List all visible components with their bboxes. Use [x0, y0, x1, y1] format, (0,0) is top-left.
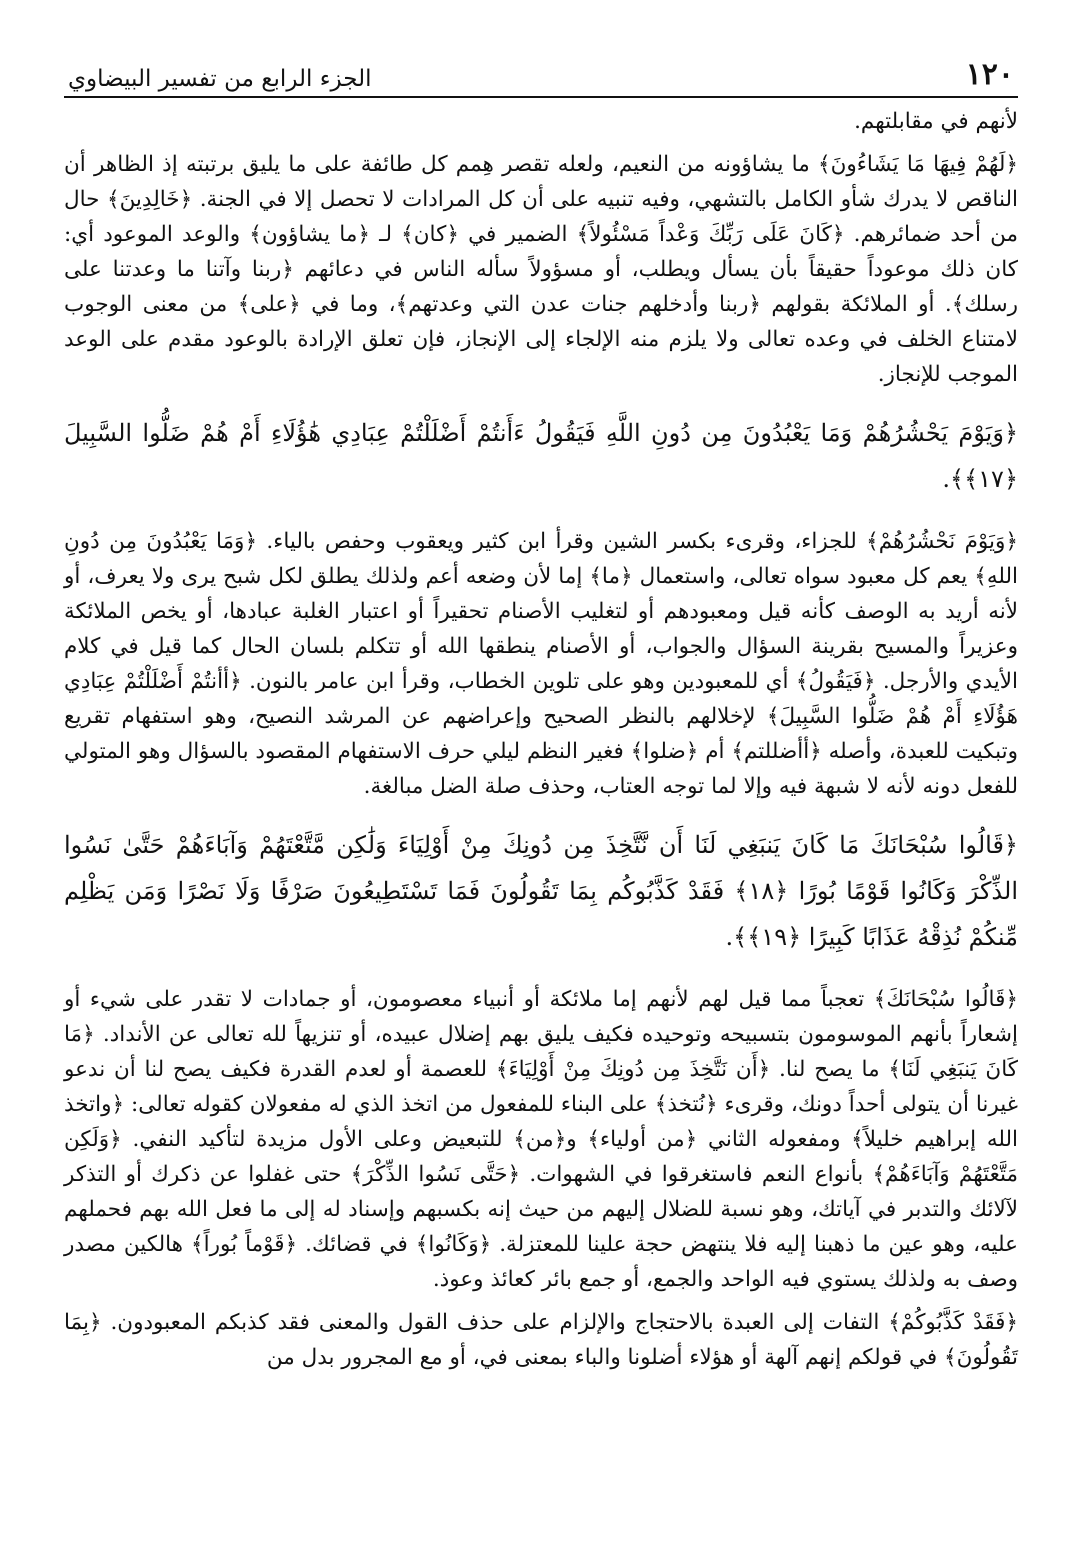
- quran-verse-block: ﴿وَيَوْمَ يَحْشُرُهُمْ وَمَا يَعْبُدُونَ مِن دُونِ اللَّهِ فَيَقُولُ ءَأَنتُمْ أَضْلَلْتُمْ عِبَادِي هَٰؤُلَاءِ أَمْ هُمْ ضَلُّوا السَّبِيلَ ﴿١٧﴾﴾.: [64, 419, 1019, 493]
- commentary-paragraph: ﴿وَيَوْمَ نَحْشُرُهُمْ﴾ للجزاء، وقرىء بكسر الشين وقرأ ابن كثير ويعقوب وحفص بالياء. ﴿وَمَا يَعْبُدُونَ مِن دُونِ اللهِ﴾ يعم كل معبود سواه تعالى، واستعمال ﴿ما﴾ إما لأن وضعه أعم ولذلك يطلق لكل شبح يرى ولا يعرف، أو لأنه أريد به الوصف كأنه قيل ومعبودهم أو لتغليب الأصنام تحقيراً أو اعتبار الغلبة عبادها، أو يخص الملائكة وعزيراً والمسيح بقرينة السؤال والجواب، أو الأصنام ينطقها الله أو تتكلم بلسان الحال كما قيل في كلام الأيدي والأرجل. ﴿فَيَقُولُ﴾ أي للمعبودين وهو على تلوين الخطاب، وقرأ ابن عامر بالنون. ﴿أأنتُمْ أَضْلَلْتُمْ عِبَادِي هَؤُلَاءِ أَمْ هُمْ ضَلُّوا السَّبِيلَ﴾ لإخلالهم بالنظر الصحيح وإعراضهم عن المرشد النصيح، وهو استفهام تقريع وتبكيت للعبدة، وأصله ﴿أأضللتم﴾ أم ﴿ضلوا﴾ فغير النظم ليلي حرف الاستفهام المقصود بالسؤال وهو المتولي للفعل دونه لأنه لا شبهة فيه وإلا لما توجه العتاب، وحذف صلة الضل مبالغة.: [64, 529, 1018, 799]
- commentary-paragraph: ﴿فَقَدْ كَذَّبُوكُمْ﴾ التفات إلى العبدة بالاحتجاج والإلزام على حذف القول والمعنى فقد كذبكم المعبودون. ﴿بِمَا تَقُولُونَ﴾ في قولكم إنهم آلهة أو هؤلاء أضلونا والباء بمعنى في، أو مع المجرور بدل من: [64, 1310, 1018, 1370]
- page-number: ١٢٠: [965, 57, 1014, 92]
- commentary-paragraph: ﴿قَالُوا سُبْحَانَكَ﴾ تعجباً مما قيل لهم لأنهم إما ملائكة أو أنبياء معصومون، أو جمادات لا تقدر على شيء أو إشعاراً بأنهم الموسومون بتسبيحه وتوحيده فكيف يليق بهم إضلال عبيده، أو تنزيهاً لله تعالى عن الأنداد. ﴿مَا كَانَ يَنبَغِي لَنَا﴾ ما يصح لنا. ﴿أَن نَتَّخِذَ مِن دُونِكَ مِنْ أَوْلِيَاءَ﴾ للعصمة أو لعدم القدرة فكيف يصح لنا أن ندعو غيرنا أن يتولى أحداً دونك، وقرىء ﴿نُتخذ﴾ على البناء للمفعول من اتخذ الذي له مفعولان كقوله تعالى: ﴿واتخذ الله إبراهيم خليلاً﴾ ومفعوله الثاني ﴿من أولياء﴾ و﴿من﴾ للتبعيض وعلى الأول مزيدة لتأكيد النفي. ﴿وَلَكِن مَتَّعْتَهُمْ وَآبَاءَهُمْ﴾ بأنواع النعم فاستغرقوا في الشهوات. ﴿حَتَّى نَسُوا الذِّكْرَ﴾ حتى غفلوا عن ذكرك أو التذكر لآلائك والتدبر في آياتك، وهو نسبة للضلال إليهم من حيث إنه بكسبهم وإسناد له إلى ما فعل الله بهم فحملهم عليه، وهو عين ما ذهبنا إليه فلا ينتهض حجة علينا للمعتزلة. ﴿وَكَانُوا﴾ في قضائك. ﴿قَوْماً بُوراً﴾ هالكين مصدر وصف به ولذلك يستوي فيه الواحد والجمع، أو جمع بائر كعائذ وعوذ.: [64, 987, 1018, 1292]
- commentary-paragraph: لأنهم في مقابلتهم.: [854, 109, 1018, 134]
- page-body: [64, 104, 1018, 1375]
- commentary-paragraph: ﴿لَهُمْ فِيهَا مَا يَشَاءُونَ﴾ ما يشاؤونه من النعيم، ولعله تقصر هِمم كل طائفة على ما يليق برتبته إذ الظاهر أن الناقص لا يدرك شأو الكامل بالتشهي، وفيه تنبيه على أن كل المرادات لا تحصل إلا في الجنة. ﴿خَالِدِينَ﴾ حال من أحد ضمائرهم. ﴿كَانَ عَلَى رَبِّكَ وَعْداً مَسْئُولاً﴾ الضمير في ﴿كان﴾ لـ ﴿ما يشاؤون﴾ والوعد الموعود أي: كان ذلك موعوداً حقيقاً بأن يسأل ويطلب، أو مسؤولاً سأله الناس في دعائهم ﴿ربنا وآتنا ما وعدتنا على رسلك﴾. أو الملائكة بقولهم ﴿ربنا وأدخلهم جنات عدن التي وعدتهم﴾، وما في ﴿على﴾ من معنى الوجوب لامتناع الخلف في وعده تعالى ولا يلزم منه الإلجاء إلى الإنجاز، فإن تعلق الإرادة بالوعود مقدم على الوعد الموجب للإنجاز.: [64, 152, 1018, 387]
- quran-verse-block: ﴿قَالُوا سُبْحَانَكَ مَا كَانَ يَنبَغِي لَنَا أَن نَّتَّخِذَ مِن دُونِكَ مِنْ أَوْلِيَاءَ وَلَٰكِن مَّتَّعْتَهُمْ وَآبَاءَهُمْ حَتَّىٰ نَسُوا الذِّكْرَ وَكَانُوا قَوْمًا بُورًا ﴿١٨﴾ فَقَدْ كَذَّبُوكُم بِمَا تَقُولُونَ فَمَا تَسْتَطِيعُونَ صَرْفًا وَلَا نَصْرًا وَمَن يَظْلِم مِّنكُمْ نُذِقْهُ عَذَابًا كَبِيرًا ﴿١٩﴾﴾.: [64, 831, 1018, 951]
- page-header: [64, 52, 1018, 98]
- running-title: الجزء الرابع من تفسير البيضاوي: [68, 66, 372, 92]
